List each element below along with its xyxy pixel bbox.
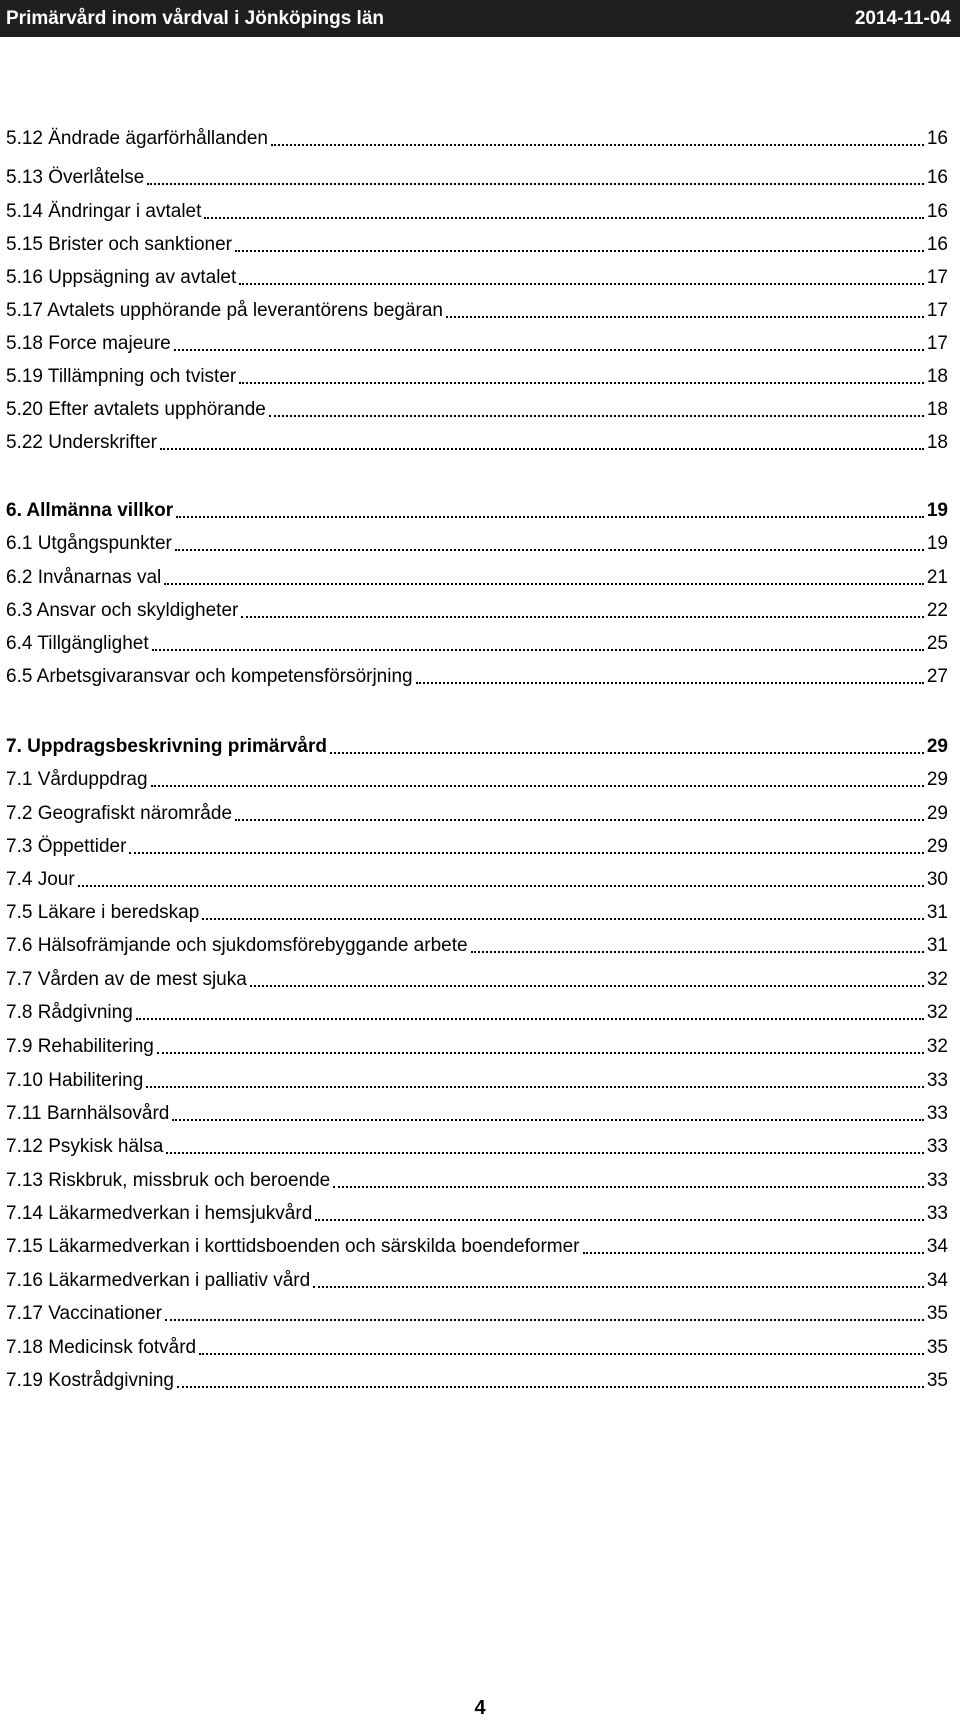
toc-entry-page-number: 17 [926, 333, 948, 355]
toc-entry[interactable] [6, 1201, 948, 1227]
toc-leader-dots [235, 819, 924, 821]
toc-entry-label: 7.1 Vårduppdrag [6, 768, 148, 790]
toc-entry[interactable] [6, 664, 948, 690]
toc-entry[interactable] [6, 867, 948, 893]
toc-entry-page-number: 16 [926, 127, 948, 149]
toc-entry[interactable] [6, 265, 948, 291]
toc-entry-label: 5.19 Tillämpning och tvister [6, 366, 237, 388]
toc-entry-page-number: 33 [926, 1135, 948, 1157]
toc-leader-dots [235, 250, 924, 252]
toc-entry-page-number: 27 [926, 665, 948, 687]
toc-entry-page-number: 18 [926, 399, 948, 421]
toc-entry-page-number: 17 [926, 300, 948, 322]
toc-entry-page-number: 35 [926, 1370, 948, 1392]
toc-entry[interactable] [6, 331, 948, 357]
toc-entry-page-number: 29 [926, 802, 948, 824]
toc-entry[interactable] [6, 498, 948, 524]
toc-entry[interactable] [6, 531, 948, 557]
toc-entry-page-number: 19 [926, 532, 948, 554]
toc-leader-dots [176, 516, 924, 518]
toc-entry[interactable] [6, 364, 948, 390]
toc-leader-dots [333, 1186, 924, 1188]
toc-entry-label: 7.16 Läkarmedverkan i palliativ vård [6, 1270, 311, 1292]
toc-entry[interactable] [6, 1234, 948, 1260]
toc-entry-label: 7.6 Hälsofrämjande och sjukdomsförebyggande arbete [6, 934, 468, 956]
toc-leader-dots [174, 349, 924, 351]
toc-entry-page-number: 18 [926, 366, 948, 388]
toc-entry[interactable] [6, 734, 948, 760]
toc-leader-dots [157, 1052, 924, 1054]
toc-entry-label: 6.2 Invånarnas val [6, 566, 162, 588]
toc-entry-label: 7.13 Riskbruk, missbruk och beroende [6, 1169, 331, 1191]
toc-entry-label: 5.16 Uppsägning av avtalet [6, 267, 237, 289]
toc-entry[interactable] [6, 1034, 948, 1060]
toc-entry-label: 6.5 Arbetsgivaransvar och kompetensförsörjning [6, 665, 413, 687]
toc-entry-page-number: 35 [926, 1337, 948, 1359]
toc-entry[interactable] [6, 232, 948, 258]
toc-entry-page-number: 29 [926, 735, 948, 757]
toc-entry[interactable] [6, 199, 948, 225]
document-title: Primärvård inom vårdval i Jönköpings län [6, 7, 385, 29]
toc-leader-dots [175, 549, 924, 551]
toc-entry-label: 7.4 Jour [6, 868, 75, 890]
toc-entry-page-number: 33 [926, 1102, 948, 1124]
toc-entry-label: 7.14 Läkarmedverkan i hemsjukvård [6, 1202, 313, 1224]
toc-entry-label: 7.19 Kostrådgivning [6, 1370, 174, 1392]
toc-leader-dots [416, 682, 924, 684]
toc-entry-label: 5.22 Underskrifter [6, 432, 158, 454]
toc-entry[interactable] [6, 631, 948, 657]
toc-entry-label: 7.2 Geografiskt närområde [6, 802, 233, 824]
toc-entry-page-number: 34 [926, 1235, 948, 1257]
toc-entry-label: 6. Allmänna villkor [6, 499, 174, 521]
toc-entry[interactable] [6, 767, 948, 793]
toc-leader-dots [152, 649, 924, 651]
toc-entry-label: 7.8 Rådgivning [6, 1002, 133, 1024]
toc-entry[interactable] [6, 1268, 948, 1294]
toc-entry-label: 5.20 Efter avtalets upphörande [6, 399, 266, 421]
toc-entry-label: 6.4 Tillgänglighet [6, 632, 149, 654]
toc-entry[interactable] [6, 165, 948, 191]
toc-entry-label: 5.15 Brister och sanktioner [6, 234, 233, 256]
toc-entry[interactable] [6, 1101, 948, 1127]
toc-entry-page-number: 29 [926, 768, 948, 790]
toc-leader-dots [136, 1018, 924, 1020]
toc-entry[interactable] [6, 1168, 948, 1194]
toc-entry-label: 6.3 Ansvar och skyldigheter [6, 599, 239, 621]
toc-entry[interactable] [6, 933, 948, 959]
toc-entry[interactable] [6, 801, 948, 827]
toc-entry-page-number: 22 [926, 599, 948, 621]
toc-entry-label: 5.18 Force majeure [6, 333, 171, 355]
toc-entry-page-number: 34 [926, 1270, 948, 1292]
toc-entry-page-number: 16 [926, 234, 948, 256]
toc-entry[interactable] [6, 1301, 948, 1327]
toc-leader-dots [446, 316, 924, 318]
toc-entry-page-number: 32 [926, 969, 948, 991]
toc-leader-dots [78, 885, 924, 887]
toc-entry[interactable] [6, 397, 948, 423]
toc-leader-dots [330, 752, 924, 754]
toc-entry-page-number: 33 [926, 1202, 948, 1224]
toc-entry-page-number: 33 [926, 1069, 948, 1091]
toc-entry[interactable] [6, 834, 948, 860]
toc-entry-label: 5.14 Ändringar i avtalet [6, 201, 202, 223]
toc-entry-page-number: 21 [926, 566, 948, 588]
toc-entry[interactable] [6, 126, 948, 152]
toc-entry-page-number: 32 [926, 1036, 948, 1058]
toc-entry[interactable] [6, 1068, 948, 1094]
toc-leader-dots [239, 382, 924, 384]
toc-entry[interactable] [6, 1000, 948, 1026]
toc-entry-label: 7.15 Läkarmedverkan i korttidsboenden och särskilda boendeformer [6, 1235, 580, 1257]
toc-leader-dots [313, 1286, 924, 1288]
toc-entry-label: 7.9 Rehabilitering [6, 1036, 154, 1058]
toc-leader-dots [166, 1152, 924, 1154]
toc-entry-label: 7.17 Vaccinationer [6, 1303, 162, 1325]
toc-entry[interactable] [6, 967, 948, 993]
toc-leader-dots [202, 918, 924, 920]
toc-entry-page-number: 17 [926, 267, 948, 289]
toc-entry-label: 7. Uppdragsbeskrivning primärvård [6, 735, 327, 757]
toc-entry-label: 6.1 Utgångspunkter [6, 532, 172, 554]
toc-entry-page-number: 25 [926, 632, 948, 654]
toc-entry-label: 7.10 Habilitering [6, 1069, 144, 1091]
toc-entry-label: 5.13 Överlåtelse [6, 166, 145, 188]
toc-leader-dots [204, 217, 923, 219]
toc-entry-page-number: 31 [926, 934, 948, 956]
toc-leader-dots [239, 283, 924, 285]
toc-entry-label: 7.7 Vården av de mest sjuka [6, 969, 247, 991]
toc-leader-dots [129, 852, 923, 854]
toc-leader-dots [151, 785, 924, 787]
toc-entry[interactable] [6, 298, 948, 324]
toc-leader-dots [164, 583, 924, 585]
toc-entry-label: 7.18 Medicinsk fotvård [6, 1337, 197, 1359]
toc-entry-page-number: 16 [926, 166, 948, 188]
toc-leader-dots [271, 144, 924, 146]
toc-entry[interactable] [6, 900, 948, 926]
toc-leader-dots [147, 183, 924, 185]
toc-entry-page-number: 29 [926, 835, 948, 857]
toc-entry[interactable] [6, 565, 948, 591]
toc-entry[interactable] [6, 1134, 948, 1160]
toc-leader-dots [160, 448, 924, 450]
toc-entry-page-number: 19 [926, 499, 948, 521]
toc-leader-dots [199, 1353, 924, 1355]
toc-leader-dots [172, 1119, 923, 1121]
toc-leader-dots [146, 1086, 924, 1088]
toc-entry-page-number: 31 [926, 901, 948, 923]
page-number: 4 [474, 1697, 486, 1719]
toc-entry[interactable] [6, 430, 948, 456]
toc-leader-dots [241, 616, 924, 618]
toc-leader-dots [165, 1319, 924, 1321]
toc-entry-page-number: 32 [926, 1002, 948, 1024]
toc-entry[interactable] [6, 1368, 948, 1394]
toc-entry-label: 5.12 Ändrade ägarförhållanden [6, 127, 268, 149]
toc-entry-label: 7.3 Öppettider [6, 835, 127, 857]
toc-entry-label: 7.11 Barnhälsovård [6, 1102, 170, 1124]
toc-entry[interactable] [6, 598, 948, 624]
toc-entry[interactable] [6, 1335, 948, 1361]
toc-leader-dots [315, 1219, 924, 1221]
toc-entry-label: 7.5 Läkare i beredskap [6, 901, 200, 923]
toc-leader-dots [269, 415, 924, 417]
toc-entry-label: 7.12 Psykisk hälsa [6, 1135, 164, 1157]
toc-leader-dots [583, 1252, 924, 1254]
toc-leader-dots [471, 951, 924, 953]
document-date: 2014-11-04 [854, 7, 951, 29]
toc-entry-page-number: 30 [926, 868, 948, 890]
toc-leader-dots [177, 1386, 924, 1388]
toc-entry-page-number: 33 [926, 1169, 948, 1191]
toc-leader-dots [250, 985, 924, 987]
toc-entry-page-number: 18 [926, 432, 948, 454]
toc-entry-page-number: 35 [926, 1303, 948, 1325]
toc-entry-label: 5.17 Avtalets upphörande på leverantörens begäran [6, 300, 443, 322]
page-header [0, 0, 960, 37]
toc-entry-page-number: 16 [926, 201, 948, 223]
